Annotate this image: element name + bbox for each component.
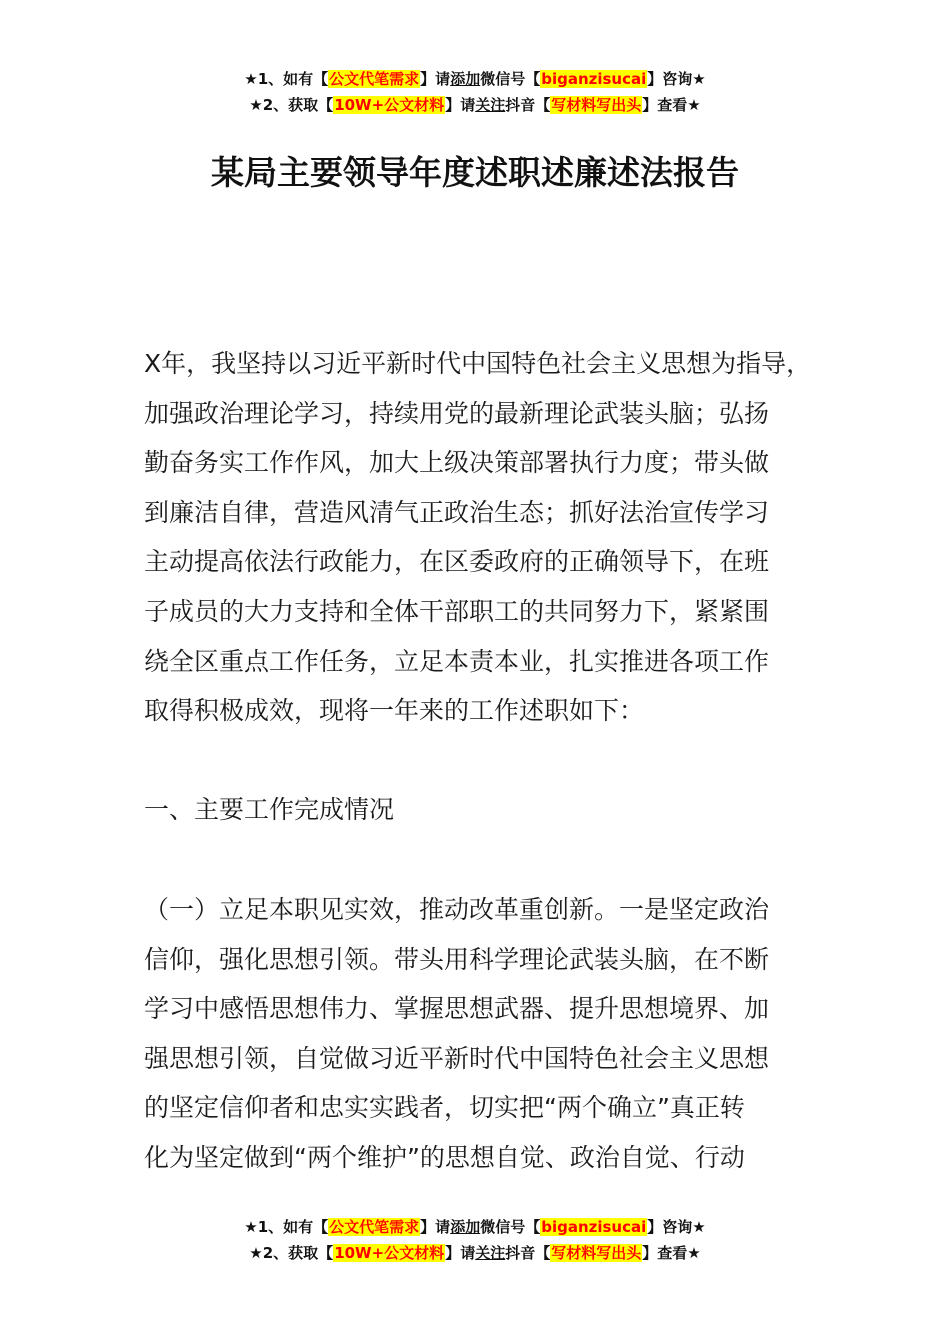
section-heading (144, 785, 834, 835)
text-line: 的坚定信仰者和忠实实践者，切实把“两个确立”真正转 (144, 1093, 745, 1123)
text-line: 信仰，强化思想引领。带头用科学理论武装头脑，在不断 (144, 944, 770, 974)
banner-text: ★1、如有【 (244, 70, 329, 88)
banner-underlined-text: 添加 (450, 1218, 481, 1236)
banner-highlight: 10W+公文材料 (334, 1244, 445, 1262)
text-line: X年，我坚持以习近平新时代中国特色社会主义思想为指导， (144, 349, 812, 378)
text-line: 强思想引领，自觉做习近平新时代中国特色社会主义思想 (144, 1043, 770, 1073)
text-line: 取得积极成效，现将一年来的工作述职如下： (144, 696, 645, 726)
banner-highlight: 10W+公文材料 (334, 96, 445, 114)
banner-highlight: 写材料写出头 (551, 1244, 642, 1262)
heading-text: 一、主要工作完成情况 (144, 795, 395, 824)
text-line: 勤奋务实工作作风，加大上级决策部署执行力度；带头做 (144, 448, 770, 478)
text-line: 学习中感悟思想伟力、掌握思想武器、提升思想境界、加 (144, 994, 770, 1024)
banner-underlined-text: 关注 (475, 96, 506, 114)
document-title: 某局主要领导年度述职述廉述法报告 (211, 153, 739, 192)
banner-text: 】请 (420, 1218, 451, 1236)
banner-line-2 (0, 1240, 950, 1266)
banner-line-1 (0, 66, 950, 92)
banner-text: 微信号【 (480, 1218, 541, 1236)
banner-underlined-text: 添加 (450, 70, 481, 88)
banner-text: 抖音【 (505, 1244, 551, 1262)
banner-highlight: 公文代笔需求 (329, 1218, 420, 1236)
banner-underlined-text: 关注 (475, 1244, 506, 1262)
banner-line-2 (0, 92, 950, 118)
banner-line-1 (0, 1214, 950, 1240)
banner-text: 】请 (420, 70, 451, 88)
banner-text: ★2、获取【 (249, 96, 334, 114)
banner-text: ★1、如有【 (244, 1218, 329, 1236)
banner-text: 】咨询★ (647, 1218, 706, 1236)
text-line: （一）立足本职见实效，推动改革重创新。一是坚定政治 (144, 895, 770, 924)
banner-highlight: 写材料写出头 (551, 96, 642, 114)
bottom-banner (0, 1214, 950, 1266)
banner-text: 】请 (445, 1244, 476, 1262)
banner-highlight: biganzisucai (541, 1218, 647, 1236)
banner-text: 微信号【 (480, 70, 541, 88)
paragraph-intro (144, 339, 834, 736)
banner-text: 】查看★ (642, 1244, 701, 1262)
banner-text: ★2、获取【 (249, 1244, 334, 1262)
text-line: 加强政治理论学习，持续用党的最新理论武装头脑；弘扬 (144, 398, 770, 428)
text-line: 化为坚定做到“两个维护”的思想自觉、政治自觉、行动 (144, 1142, 745, 1172)
top-banner (0, 66, 950, 118)
banner-text: 】咨询★ (647, 70, 706, 88)
paragraph-section-1 (144, 885, 834, 1183)
text-line: 到廉洁自律，营造风清气正政治生态；抓好法治宣传学习 (144, 497, 770, 527)
text-line: 子成员的大力支持和全体干部职工的共同努力下，紧紧围 (144, 596, 770, 626)
banner-text: 抖音【 (505, 96, 551, 114)
text-line: 主动提高依法行政能力，在区委政府的正确领导下，在班 (144, 547, 770, 577)
banner-highlight: 公文代笔需求 (329, 70, 420, 88)
banner-text: 】请 (445, 96, 476, 114)
banner-text: 】查看★ (642, 96, 701, 114)
banner-highlight: biganzisucai (541, 70, 647, 88)
text-line: 绕全区重点工作任务，立足本责本业，扎实推进各项工作 (144, 646, 770, 676)
